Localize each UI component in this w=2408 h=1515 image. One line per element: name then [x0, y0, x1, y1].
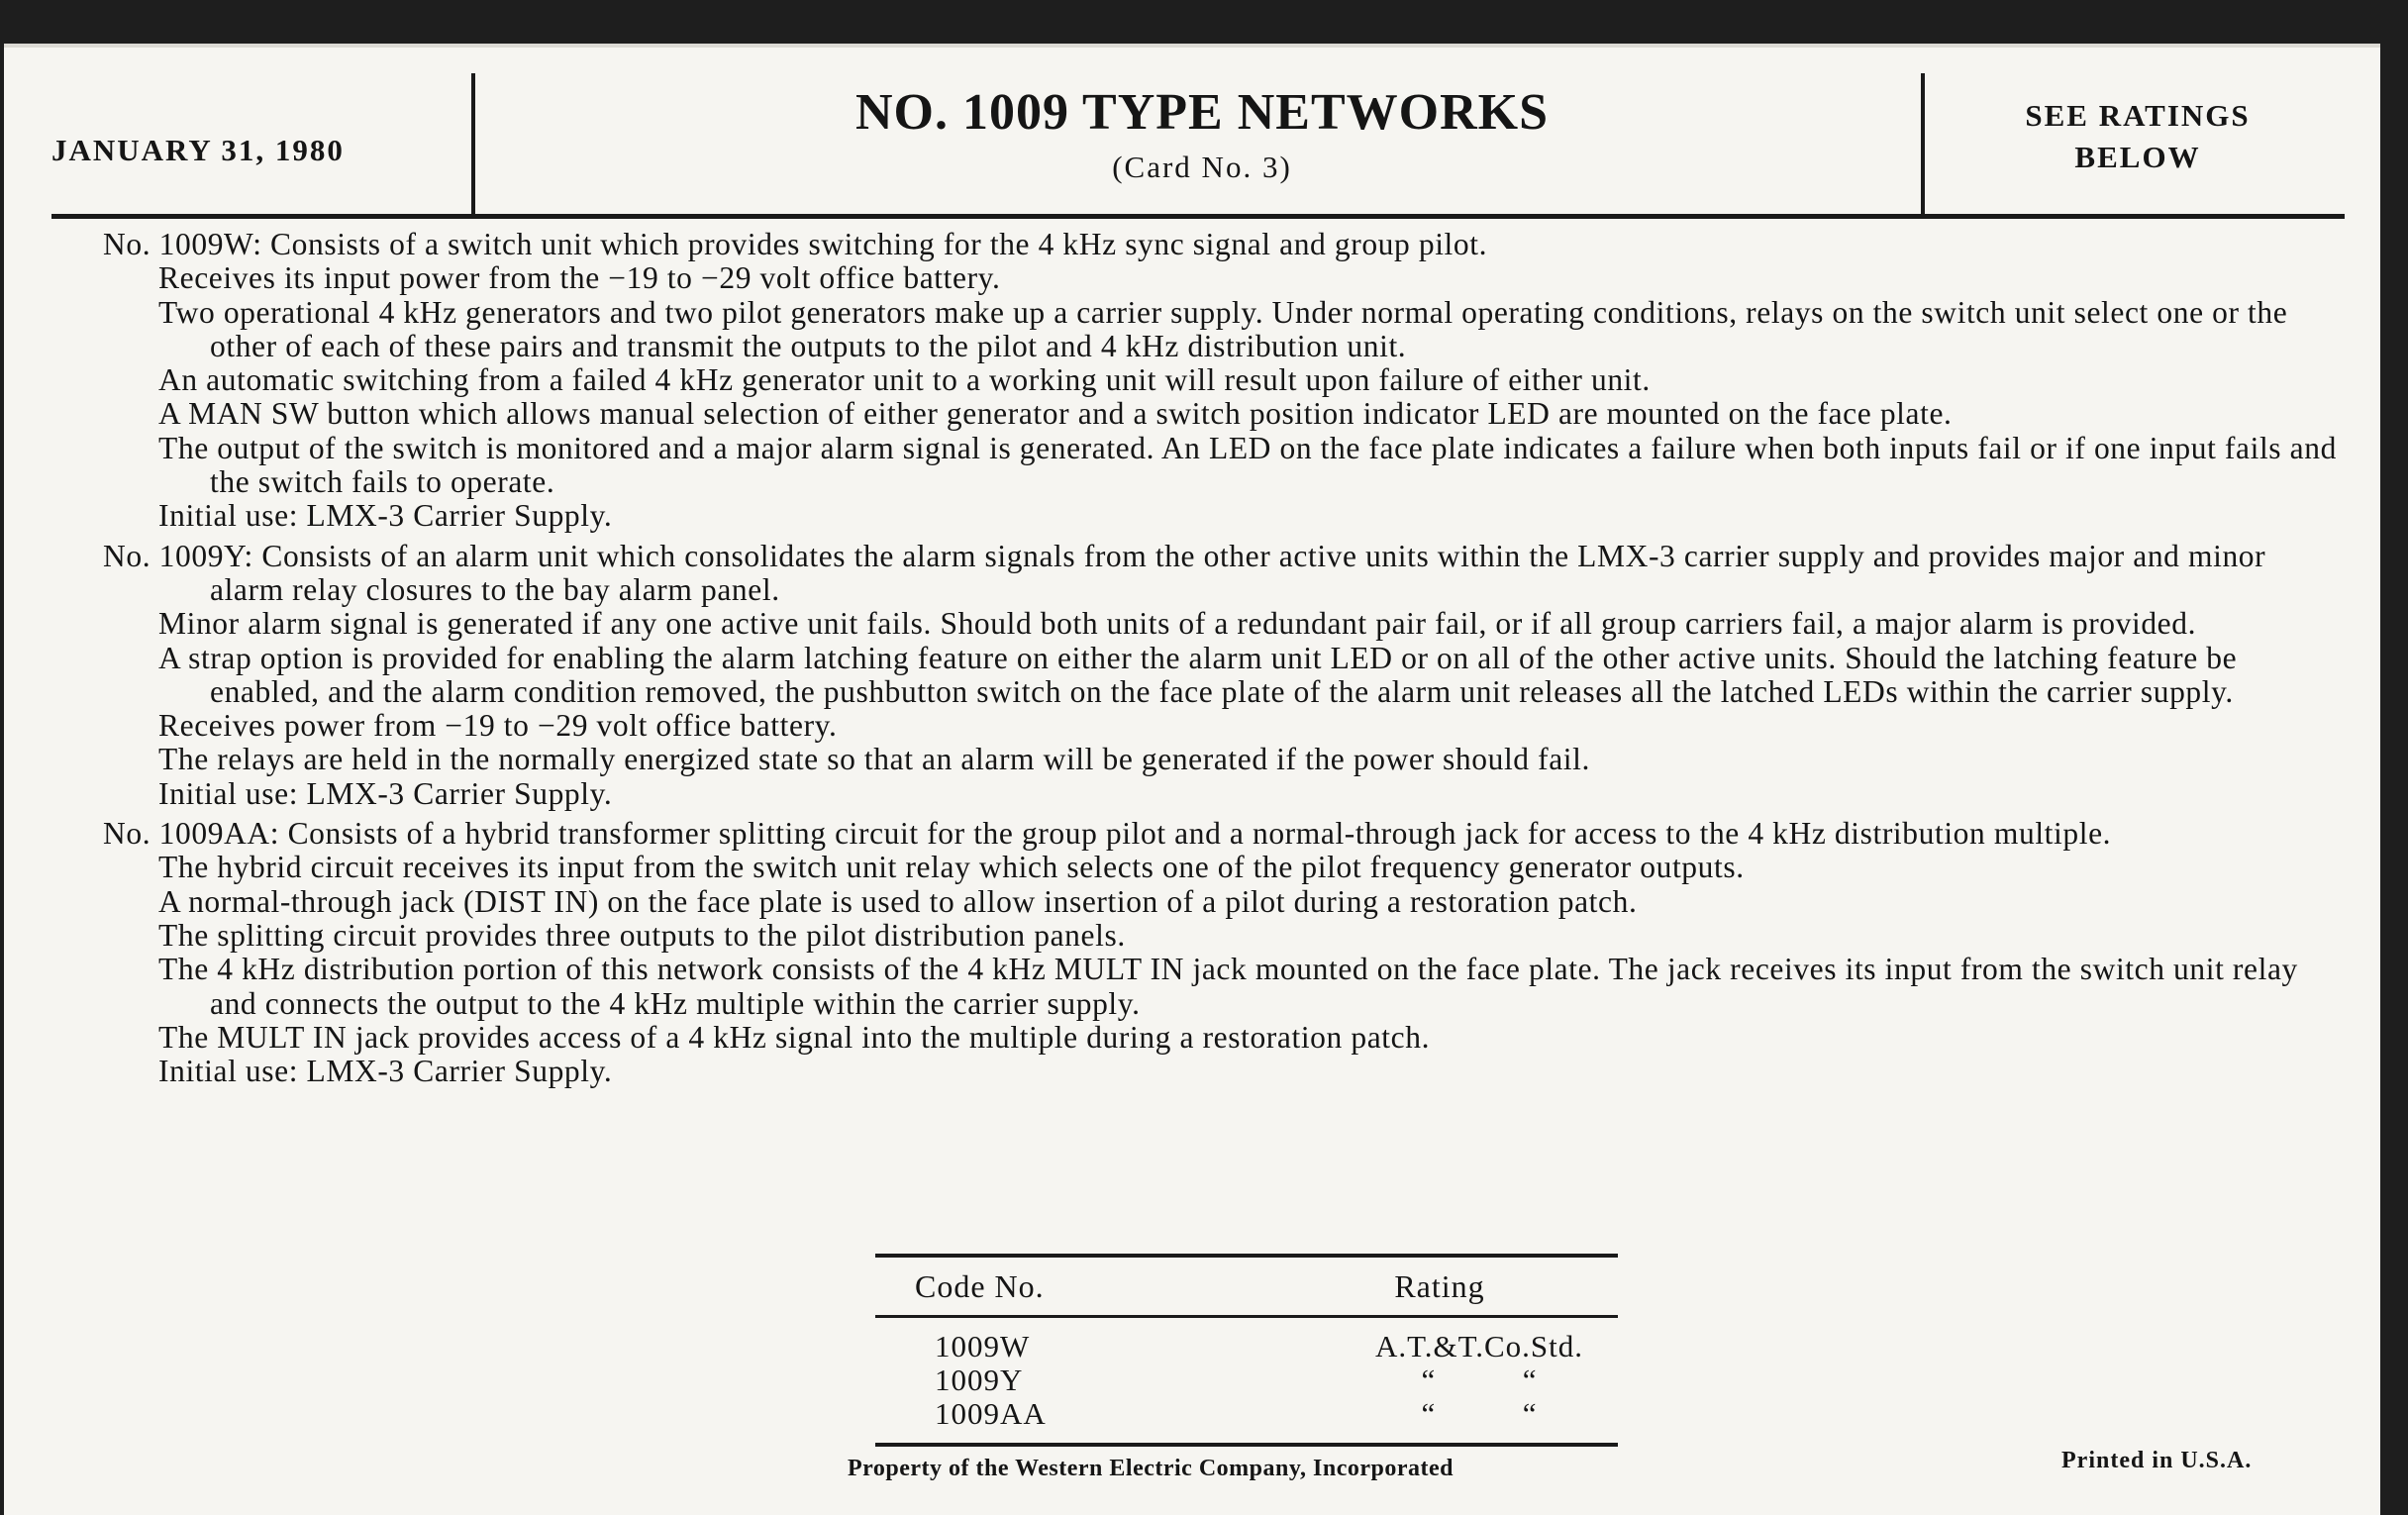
paragraph: An automatic switching from a failed 4 kHz generator unit to a working unit will result upon failure of either unit. — [158, 362, 1651, 398]
rating-cell: “ “ — [1421, 1396, 1538, 1431]
section-1009aa — [103, 817, 2343, 1088]
paragraph: Two operational 4 kHz generators and two pilot generators make up a carrier supply. Under normal operating conditions, relays on the switch unit select one or the other of each of these pairs and transmit the outputs to the pilot and 4 kHz distribution unit. — [158, 294, 2288, 363]
table-row — [875, 1364, 1618, 1397]
table-row — [875, 1397, 1618, 1431]
card-body — [103, 228, 2343, 1088]
paragraph: The hybrid circuit receives its input from the switch unit relay which selects one of the pilot frequency generator outputs. — [158, 850, 1745, 885]
column-header-code: Code No. — [915, 1267, 1045, 1304]
rating-cell: “ “ — [1421, 1363, 1538, 1397]
ratings-note — [1935, 95, 2341, 178]
code-cell: 1009AA — [935, 1396, 1047, 1431]
paragraph: The output of the switch is monitored and a major alarm signal is generated. An LED on the face plate indicates a failure when both inputs fail or if one input fails and the switch fails to operate. — [158, 430, 2337, 500]
header-divider-right — [1921, 73, 1925, 214]
table-bottom-rule — [875, 1443, 1618, 1447]
code-cell: 1009W — [935, 1329, 1031, 1364]
card-top-edge — [4, 44, 2380, 48]
paragraph: The MULT IN jack provides access of a 4 kHz signal into the multiple during a restoration patch. — [158, 1019, 1431, 1055]
paragraph: The relays are held in the normally energized state so that an alarm will be generated if the power should fail. — [158, 742, 1590, 777]
issue-date: JANUARY 31, 1980 — [51, 133, 345, 167]
paragraph: Minor alarm signal is generated if any one active unit fails. Should both units of a redundant pair fail, or if all group carriers fail, a major alarm is provided. — [158, 606, 2197, 642]
section-1009w — [103, 228, 2343, 534]
ratings-note-line2: BELOW — [2074, 140, 2201, 174]
table-body — [875, 1318, 1618, 1443]
paragraph: A normal-through jack (DIST IN) on the face plate is used to allow insertion of a pilot during a restoration patch. — [158, 883, 1638, 919]
paragraph: No. 1009AA: Consists of a hybrid transformer splitting circuit for the group pilot and a normal-through jack for access to the 4 kHz distribution multiple. — [103, 816, 2112, 852]
table-header — [875, 1258, 1618, 1315]
column-header-rating: Rating — [1394, 1267, 1485, 1304]
paragraph: The splitting circuit provides three outputs to the pilot distribution panels. — [158, 917, 1126, 953]
paragraph: A strap option is provided for enabling the alarm latching feature on either the alarm unit LED or on all of the other active units. Should the latching feature be enabled, and the alarm condition removed, the pushbutton switch on the face plate of the alarm unit releases all the latched LEDs within the carrier supply. — [158, 640, 2238, 709]
property-notice: Property of the Western Electric Company, Incorporated — [848, 1456, 1455, 1481]
code-cell: 1009Y — [935, 1363, 1024, 1397]
ratings-note-line1: SEE RATINGS — [2025, 98, 2251, 133]
reference-card — [4, 44, 2380, 1515]
rating-cell: A.T.&T.Co.Std. — [1374, 1329, 1584, 1364]
paragraph: Initial use: LMX-3 Carrier Supply. — [158, 1054, 613, 1089]
paragraph: Initial use: LMX-3 Carrier Supply. — [158, 498, 613, 534]
paragraph: No. 1009Y: Consists of an alarm unit which consolidates the alarm signals from the other active units within the LMX-3 carrier supply and provides major and minor alarm relay closures to the bay alarm panel. — [103, 538, 2266, 607]
header-rule — [51, 214, 2345, 219]
paragraph: No. 1009W: Consists of a switch unit which provides switching for the 4 kHz sync signal and group pilot. — [103, 227, 1488, 261]
table-row — [875, 1330, 1618, 1364]
paragraph: The 4 kHz distribution portion of this network consists of the 4 kHz MULT IN jack mounted on the face plate. The jack receives its input from the switch unit relay and connects the output to the 4 kHz multiple within the carrier supply. — [158, 952, 2298, 1021]
page-title: NO. 1009 TYPE NETWORKS — [854, 84, 1550, 141]
section-1009y — [103, 540, 2343, 811]
header-title-block — [479, 83, 1925, 185]
header-divider-left — [471, 73, 475, 214]
ratings-table — [875, 1254, 1618, 1447]
card-number: (Card No. 3) — [1112, 150, 1292, 184]
paragraph: A MAN SW button which allows manual selection of either generator and a switch position indicator LED are mounted on the face plate. — [158, 396, 1953, 432]
printed-in: Printed in U.S.A. — [2061, 1448, 2253, 1473]
paragraph: Receives power from −19 to −29 volt office battery. — [158, 708, 838, 744]
paragraph: Initial use: LMX-3 Carrier Supply. — [158, 775, 613, 811]
paragraph: Receives its input power from the −19 to −29 volt office battery. — [158, 260, 1001, 296]
